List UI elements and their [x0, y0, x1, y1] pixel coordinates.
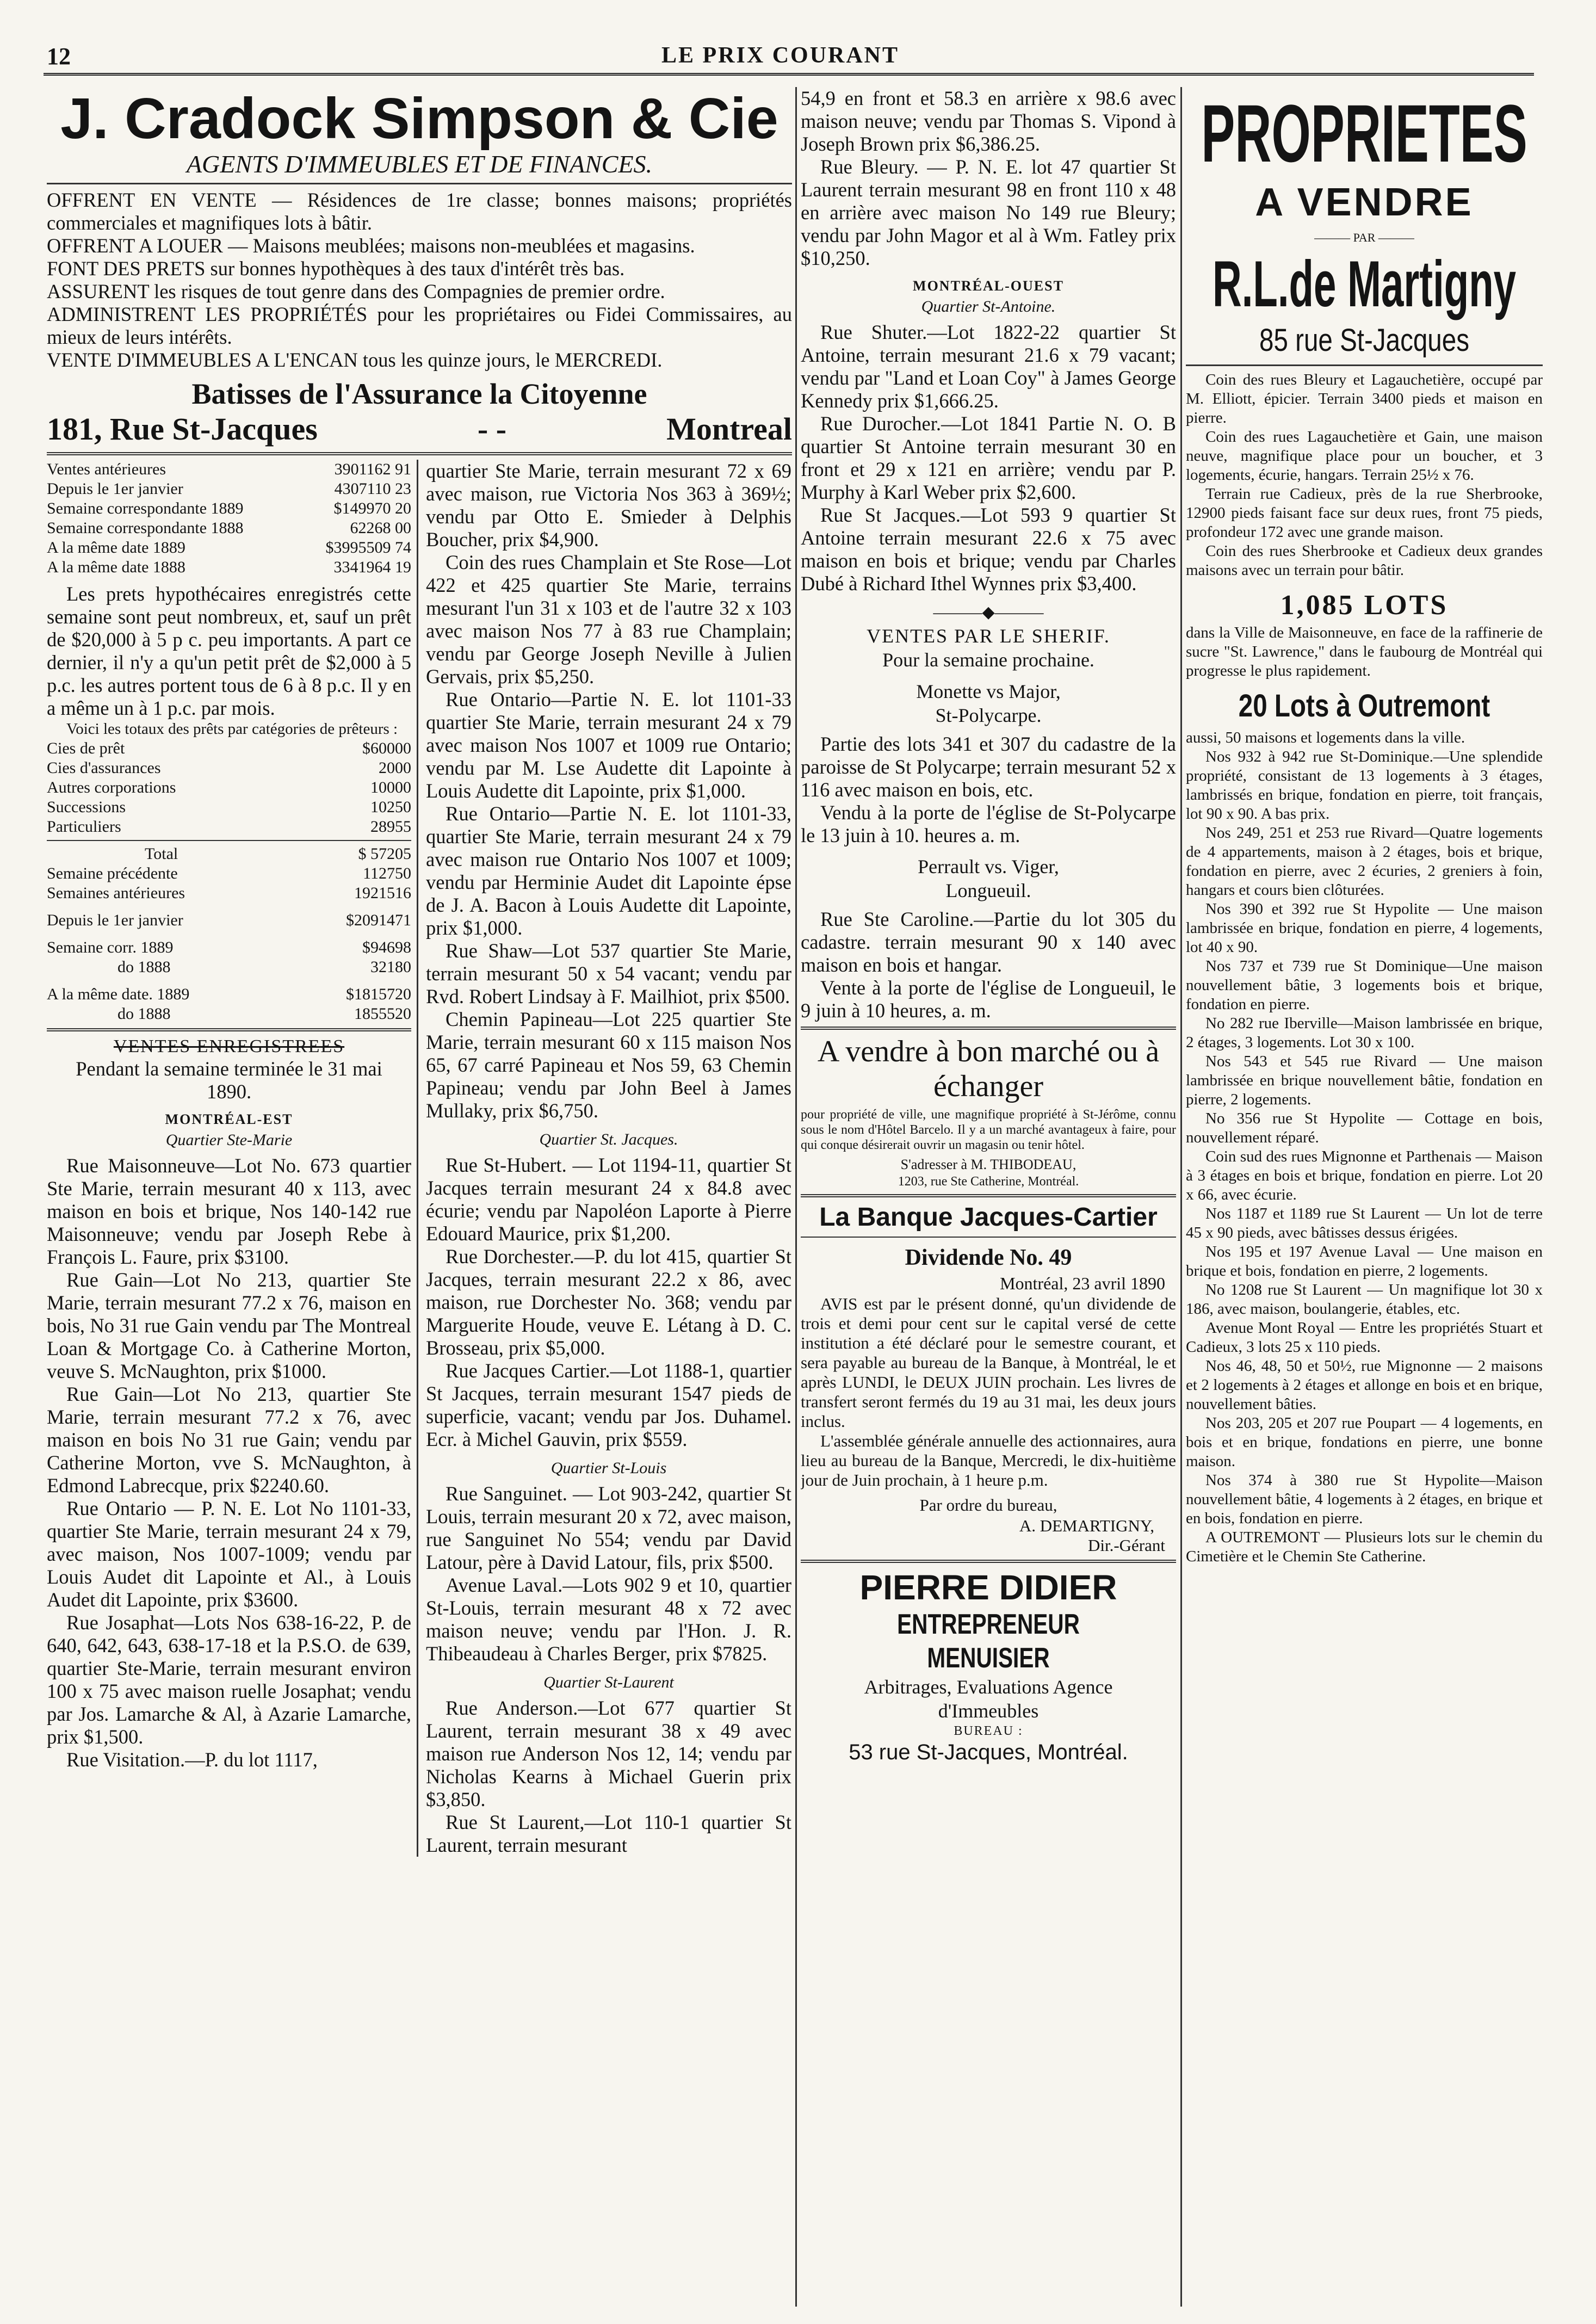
- ventes-title: VENTES ENREGISTREES: [113, 1036, 345, 1056]
- table-row: [47, 844, 411, 864]
- stat-value: $149970 20: [333, 499, 411, 517]
- total-label: do 1888: [117, 958, 171, 976]
- stat-label: Depuis le 1er janvier: [47, 480, 183, 498]
- lender-label: Particuliers: [47, 818, 121, 836]
- dividend-date: Montréal, 23 avril 1890: [1000, 1274, 1165, 1293]
- case-place: St-Polycarpe.: [935, 704, 1042, 726]
- property-item: Nos 249, 251 et 253 rue Rivard—Quatre logements de 4 appartements, maison à 2 étages, bois et brique, fondation en pierre, avec 2 écuries, 2 greniers à foin, hangars et cours bien clôturées.: [1186, 824, 1543, 899]
- column-middle: [801, 87, 1176, 2307]
- stat-value: 3341964 19: [333, 558, 411, 576]
- didier-services: Arbitrages, Evaluations Agence d'Immeubles: [864, 1676, 1113, 1722]
- ward-heading: Quartier Ste-Marie: [165, 1131, 293, 1149]
- case-title: Perrault vs. Viger,: [918, 856, 1059, 877]
- stat-label: Semaine correspondante 1888: [47, 519, 244, 537]
- sale-entry: Rue Bleury. — P. N. E. lot 47 quartier St Laurent terrain mesurant 98 en front 110 x 48 en arrière avec maison No 149 rue Bleury; vendu par John Magor et al à Wm. Fatley prix $10,250.: [801, 156, 1176, 269]
- table-row: [47, 957, 411, 977]
- district-heading: MONTRÉAL-EST: [165, 1111, 293, 1127]
- divider: [801, 1560, 1176, 1563]
- par-label: PAR: [1353, 231, 1376, 244]
- sale-entry: Rue Durocher.—Lot 1841 Partie N. O. B quartier St Antoine terrain mesurant 30 en front et 29 x 121 en arrière; vendu par P. Murphy à Karl Weber prix $2,600.: [801, 412, 1176, 503]
- property-item: Terrain rue Cadieux, près de la rue Sherbrooke, 12900 pieds faisant face sur deux rues, front 75 pieds, profondeur 172 avec une grande maison.: [1186, 485, 1543, 541]
- ventes-period: Pendant la semaine terminée le 31 mai 1890.: [76, 1058, 382, 1103]
- total-value: $ 57205: [358, 845, 411, 863]
- ad-par: ——— PAR ———: [1314, 231, 1414, 244]
- didier-bureau: BUREAU :: [954, 1724, 1023, 1738]
- address-separator: - -: [477, 411, 507, 447]
- ward-heading: Quartier St-Laurent: [543, 1673, 674, 1691]
- table-row: [47, 758, 411, 778]
- sheriff-title: VENTES PAR LE SHERIF.: [867, 625, 1110, 647]
- stat-value: 3901162 91: [334, 460, 411, 478]
- total-label: Semaines antérieures: [47, 884, 185, 902]
- case-text: Rue Ste Caroline.—Partie du lot 305 du cadastre. terrain mesurant 90 x 140 avec maison en bois et hangar.: [801, 908, 1176, 976]
- ad-agent-name: R.L.de Martigny: [1212, 248, 1517, 320]
- lender-label: Cies de prêt: [47, 739, 125, 757]
- sale-entry: Rue Dorchester.—P. du lot 415, quartier St Jacques, terrain mesurant 22.2 x 86, avec maison, rue Dorchester No. 368; vendu par Marguerite Houde, veuve E. Létang à D. C. Brosseau, prix $5,000.: [426, 1245, 791, 1359]
- sale-entry: Rue Visitation.—P. du lot 1117,: [66, 1748, 318, 1771]
- service-line: OFFRENT EN VENTE — Résidences de 1re classe; bonnes maisons; propriétés commerciales et magnifiques lots à bâtir.: [47, 189, 792, 234]
- property-item: Coin des rues Sherbrooke et Cadieux deux grandes maisons avec un terrain pour bâtir.: [1186, 542, 1543, 579]
- property-item: Nos 46, 48, 50 et 50½, rue Mignonne — 2 maisons et 2 logements à 2 étages et allonge en bois et en brique, nouvellement bâties.: [1186, 1357, 1543, 1413]
- lender-value: 10250: [370, 798, 411, 816]
- ward-heading: Quartier St-Antoine.: [921, 298, 1056, 316]
- property-item: Nos 1187 et 1189 rue St Laurent — Un lot de terre 45 x 90 pieds, avec bâtisses dessus érigées.: [1186, 1205, 1543, 1241]
- ad-title-avendre: A vendre à bon marché ou à échanger: [817, 1035, 1160, 1103]
- property-item: Nos 203, 205 et 207 rue Poupart — 4 logements, en bois et en brique, fondations en pierre, une bonne maison.: [1186, 1414, 1543, 1470]
- lender-value: $60000: [362, 739, 411, 757]
- column-right-ad: [1186, 87, 1543, 2307]
- lender-value: 10000: [370, 778, 411, 796]
- table-row: [47, 538, 411, 558]
- stat-label: A la même date 1888: [47, 558, 185, 576]
- property-item: Nos 737 et 739 rue St Dominique—Une maison nouvellement bâtie, 3 logements bois et brique, fondation en pierre.: [1186, 957, 1543, 1013]
- case-sale-info: Vendu à la porte de l'église de St-Polycarpe le 13 juin à 10. heures a. m.: [801, 801, 1176, 846]
- sales-continued-column: [426, 460, 791, 1857]
- lots-text: dans la Ville de Maisonneuve, en face de la raffinerie de sucre "St. Lawrence," dans le faubourg de Montréal qui progresse le plus rapidement.: [1186, 624, 1543, 679]
- property-item: No 282 rue Iberville—Maison lambrissée en brique, 2 étages, 3 logements. Lot 30 x 100.: [1186, 1015, 1543, 1051]
- property-item: aussi, 50 maisons et logements dans la ville.: [1186, 729, 1465, 746]
- table-row: [47, 864, 411, 883]
- didier-trade: ENTREPRENEUR MENUISIER: [897, 1609, 1080, 1674]
- dividend-text: AVIS est par le présent donné, qu'un dividende de trois et demi pour cent sur le capital versé de cette institution a été déclaré pour le semestre courant, et sera payable au bureau de la Banque, à Montréal, le et après LUNDI, le DEUX JUIN prochain. Les livres de transfert seront fermés du 19 au 31 mai, les deux jours inclus.: [801, 1294, 1176, 1431]
- divider: [1186, 364, 1543, 366]
- total-value: $2091471: [346, 911, 411, 929]
- total-label: Total: [145, 845, 178, 863]
- didier-name: PIERRE DIDIER: [859, 1568, 1117, 1607]
- table-row: [47, 817, 411, 837]
- property-item: Nos 374 à 380 rue St Hypolite—Maison nouvellement bâtie, 4 logements à 2 étages, en brique et en bois, fondation en pierre.: [1186, 1472, 1543, 1527]
- case-title: Monette vs Major,: [916, 681, 1061, 702]
- lenders-table: [47, 739, 411, 837]
- service-line: ADMINISTRENT LES PROPRIÉTÉS pour les propriétaires ou Fidei Commissaires, au mieux de leurs intérêts.: [47, 303, 792, 348]
- table-row: [47, 558, 411, 577]
- service-line: VENTE D'IMMEUBLES A L'ENCAN tous les quinze jours, le MERCREDI.: [47, 349, 663, 371]
- loans-paragraph: Les prets hypothécaires enregistrés cette semaine sont peut nombreux, et, sauf un prêt de $20,000 à 5 p c. peu importants. A part ce dernier, il n'y a qu'un petit prêt de $2,000 à 5 p.c. les autres portent tous de 6 à 8 p.c. Il y en a même un à 1 p.c. par mois.: [47, 583, 411, 719]
- table-row: [47, 739, 411, 758]
- property-item: No 356 rue St Hypolite — Cottage en bois, nouvellement réparé.: [1186, 1110, 1543, 1146]
- lender-label: Cies d'assurances: [47, 759, 161, 777]
- sale-entry: Rue St-Hubert. — Lot 1194-11, quartier St Jacques terrain mesurant 24 x 84.8 avec écurie; vendu par Napoléon Laporte à Pierre Edouard Maurice, prix $1,200.: [426, 1154, 791, 1245]
- ward-heading: Quartier St. Jacques.: [539, 1130, 678, 1148]
- loans-intro: Voici les totaux des prêts par catégories de prêteurs :: [66, 720, 398, 738]
- sale-entry: Rue Jacques Cartier.—Lot 1188-1, quartier St Jacques, terrain mesurant 1547 pieds de superficie, vacant; vendu par Jos. Duhamel. Ecr. à Michel Gauvin, prix $559.: [426, 1359, 791, 1450]
- total-label: Semaine précédente: [47, 864, 178, 882]
- lender-label: Successions: [47, 798, 126, 816]
- firm-name: J. Cradock Simpson & Cie: [60, 87, 778, 151]
- sale-entry: Rue Sanguinet. — Lot 903-242, quartier St Louis, terrain mesurant 20 x 72, avec maison, rue Sanguinet No 554; vendu par David Latour, père à David Latour, fils, prix $500.: [426, 1482, 791, 1573]
- sale-entry: Rue Anderson.—Lot 677 quartier St Laurent, terrain mesurant 38 x 49 avec maison rue Anderson Nos 12, 14; vendu par Nicholas Kearns à Michael Guerin prix $3,850.: [426, 1697, 791, 1810]
- ad-agent-address: 85 rue St-Jacques: [1259, 323, 1469, 358]
- masthead-title: LE PRIX COURANT: [661, 43, 900, 68]
- totals-table: [47, 844, 411, 1024]
- firm-address: [47, 411, 792, 448]
- divider: [801, 1194, 1176, 1197]
- table-row: [47, 903, 411, 930]
- total-value: 32180: [370, 958, 411, 976]
- ad-second-title: A VENDRE: [1255, 181, 1474, 224]
- outremont-title: 20 Lots à Outremont: [1238, 688, 1490, 724]
- sale-entry: Rue Ontario—Partie N. E. lot 1101-33, quartier Ste Marie, terrain mesurant 24 x 79 avec maison rue Ontario Nos 1007 et 1009; vendu par Herminie Audet dit Lapointe épse de J. A. Bacon à Louis Audette dit Lapointe, prix $1,000.: [426, 802, 791, 939]
- address-city: Montreal: [666, 411, 792, 447]
- sale-entry: Rue Ontario—Partie N. E. lot 1101-33 quartier Ste Marie, terrain mesurant 24 x 79 avec maison Nos 1007 et 1009 rue Ontario; vendu par M. Lse Audette dit Lapointe à Louis Audette dit Lapointe, prix $1,000.: [426, 688, 791, 802]
- service-line: OFFRENT A LOUER — Maisons meublées; maisons non-meublées et magasins.: [47, 234, 695, 257]
- property-item: Nos 195 et 197 Avenue Laval — Une maison en brique et bois, fondation en pierre, 2 logements.: [1186, 1243, 1543, 1280]
- divider: [801, 1027, 1176, 1030]
- divider: [47, 183, 792, 184]
- property-item: Coin des rues Lagauchetière et Gain, une maison neuve, magnifique place pour un boucher, et 3 logements, écurie, hangars. Terrain 25½ x 76.: [1186, 428, 1543, 484]
- column-rule: [795, 87, 797, 2307]
- case-sale-info: Vente à la porte de l'église de Longueuil, le 9 juin à 10 heures, a. m.: [801, 976, 1176, 1022]
- property-item: Nos 390 et 392 rue St Hypolite — Une maison lambrissée en brique, fondation en pierre, 4 logements, lot 40 x 90.: [1186, 900, 1543, 956]
- total-value: $1815720: [346, 985, 411, 1003]
- sale-entry: Rue Gain—Lot No 213, quartier Ste Marie, terrain mesurant 77.2 x 76, maison en bois, No 31 rue Gain vendu par The Montreal Loan & Mortgage Co. à Catherine Morton, veuve S. McNaughton, prix $1000.: [47, 1269, 411, 1382]
- sale-entry: Rue Maisonneuve—Lot No. 673 quartier Ste Marie, terrain mesurant 40 x 113, avec maison en bois et brique, Nos 140-142 rue Maisonneuve; vendu par Joseph Rebe à François L. Faure, prix $3100.: [47, 1154, 411, 1268]
- district-heading: MONTRÉAL-OUEST: [913, 278, 1064, 294]
- signature: A. DEMARTIGNY,: [1019, 1516, 1154, 1535]
- sale-entry: Rue St Jacques.—Lot 593 9 quartier St Antoine terrain mesurant 22.6 x 75 avec maison en bois et brique; vendu par Charles Dubé à Richard Ithel Wynnes prix $3,400.: [801, 504, 1176, 595]
- sales-stats-table: [47, 460, 411, 577]
- table-row: [47, 778, 411, 798]
- stat-label: Semaine correspondante 1889: [47, 499, 244, 517]
- stat-value: 62268 00: [350, 519, 411, 537]
- sale-entry: Rue Shaw—Lot 537 quartier Ste Marie, terrain mesurant 50 x 54 vacant; vendu par Rvd. Robert Lindsay à F. Mailhiot, prix $500.: [426, 940, 791, 1008]
- table-row: [47, 930, 411, 957]
- ad-address: 1203, rue Ste Catherine, Montréal.: [898, 1175, 1079, 1189]
- sale-entry: Rue Gain—Lot No 213, quartier Ste Marie, terrain mesurant 77.2 x 76, avec maison en bois No 31 rue Gain; vendu par Catherine Morton, vve S. McNaughton, à Edmond Labrecque, prix $2240.60.: [47, 1383, 411, 1497]
- ad-contact: S'adresser à M. THIBODEAU,: [900, 1157, 1077, 1172]
- property-item: Avenue Mont Royal — Entre les propriétés Stuart et Cadieux, 3 lots 25 x 110 pieds.: [1186, 1319, 1543, 1356]
- total-value: $94698: [362, 938, 411, 956]
- divider: [47, 1028, 411, 1031]
- table-row: [47, 518, 411, 538]
- stat-value: $3995509 74: [325, 539, 411, 557]
- bank-title: La Banque Jacques-Cartier: [819, 1203, 1158, 1232]
- total-label: Semaine corr. 1889: [47, 938, 174, 956]
- case-text: Partie des lots 341 et 307 du cadastre de la paroisse de St Polycarpe; terrain mesurant 52 x 116 avec maison en bois, etc.: [801, 733, 1176, 801]
- divider: [47, 840, 411, 841]
- lots-title: 1,085 LOTS: [1280, 590, 1449, 621]
- services-list: [47, 189, 792, 372]
- ad-text: pour propriété de ville, une magnifique propriété à St-Jérôme, connu sous le nom d'Hôtel Barcelo. Il y a un marché avantageux à faire, pour qui conque désirerait ouvrir un magasin ou tenir hôtel.: [801, 1108, 1176, 1152]
- lender-value: 2000: [379, 759, 411, 777]
- service-line: ASSURENT les risques de tout genre dans des Compagnies de premier ordre.: [47, 280, 665, 302]
- lender-label: Autres corporations: [47, 778, 176, 796]
- running-head: [47, 42, 1461, 73]
- property-item: Nos 543 et 545 rue Rivard — Une maison lambrissée en brique nouvellement bâtie, fondation en pierre, 2 logements.: [1186, 1053, 1543, 1108]
- total-label: A la même date. 1889: [47, 985, 190, 1003]
- column-left-wide: [47, 87, 792, 2307]
- didier-address: 53 rue St-Jacques, Montréal.: [849, 1740, 1128, 1764]
- header-rule: [44, 73, 1534, 76]
- property-item: No 1208 rue St Laurent — Un magnifique lot 30 x 186, avec maison, boulangerie, étables, etc.: [1186, 1281, 1543, 1318]
- signature-title: Dir.-Gérant: [1087, 1536, 1165, 1555]
- divider: [801, 1237, 1176, 1238]
- divider: [47, 452, 792, 455]
- ad-main-title: PROPRIETES: [1201, 88, 1527, 179]
- firm-subtitle: AGENTS D'IMMEUBLES ET DE FINANCES.: [186, 150, 653, 178]
- property-item: A OUTREMONT — Plusieurs lots sur le chemin du Cimetière et le Chemin Ste Catherine.: [1186, 1529, 1543, 1565]
- case-place: Longueuil.: [945, 880, 1031, 901]
- property-item: Coin des rues Bleury et Lagauchetière, occupé par M. Elliott, épicier. Terrain 3400 pieds et maison en pierre.: [1186, 371, 1543, 427]
- column-rule: [1180, 87, 1182, 2307]
- address-street: 181, Rue St-Jacques: [47, 411, 318, 447]
- total-label: do 1888: [117, 1005, 171, 1023]
- table-row: [47, 479, 411, 499]
- sale-entry: Chemin Papineau—Lot 225 quartier Ste Marie, terrain mesurant 60 x 115 maison Nos 65, 67 carré Papineau et Nos 59, 63 Chemin Papineau; vendu par John Beel à James Mullaky, prix $6,750.: [426, 1008, 791, 1122]
- total-value: 112750: [363, 864, 411, 882]
- table-row: [47, 499, 411, 518]
- sale-entry: quartier Ste Marie, terrain mesurant 72 x 69 avec maison, rue Victoria Nos 363 à 369½; vendu par Otto E. Smieder à Delphis Boucher, prix $4,900.: [426, 460, 791, 551]
- stats-and-sales: [47, 460, 792, 1857]
- total-label: Depuis le 1er janvier: [47, 911, 183, 929]
- ornament-divider: ———◆———: [933, 603, 1044, 621]
- total-value: 1855520: [354, 1005, 411, 1023]
- order-line: Par ordre du bureau,: [919, 1495, 1057, 1515]
- service-line: FONT DES PRETS sur bonnes hypothèques à des taux d'intérêt très bas.: [47, 257, 625, 280]
- assembly-text: L'assemblée générale annuelle des actionnaires, aura lieu au bureau de la Banque, Mercredi, le dix-huitième jour de Juin prochain, à 1 heure p.m.: [801, 1431, 1176, 1489]
- stat-label: A la même date 1889: [47, 539, 185, 557]
- property-item: Coin sud des rues Mignonne et Parthenais — Maison à 3 étages en bois et brique, fondation en pierre. Lot 20 x 66, avec écurie.: [1186, 1148, 1543, 1203]
- sheriff-subtitle: Pour la semaine prochaine.: [882, 649, 1094, 671]
- table-row: [47, 1004, 411, 1024]
- stat-value: 4307110 23: [334, 480, 411, 498]
- page-number: 12: [47, 43, 71, 70]
- ward-heading: Quartier St-Louis: [550, 1459, 667, 1477]
- sale-entry: 54,9 en front et 58.3 en arrière x 98.6 avec maison neuve; vendu par Thomas S. Vipond à Joseph Brown prix $6,386.25.: [801, 87, 1176, 155]
- property-item: Nos 932 à 942 rue St-Dominique.—Une splendide propriété, consistant de 13 logements à 3 étages, lambrissés en brique, fondation en pierre, toit français, lot 90 x 90. A bas prix.: [1186, 748, 1543, 823]
- sale-entry: Rue Ontario — P. N. E. Lot No 1101-33, quartier Ste Marie, terrain mesurant 24 x 79, avec maison, Nos 1007-1009; vendu par Louis Audet dit Lapointe et Al., à Louis Audet dit Lapointe, prix $3600.: [47, 1497, 411, 1611]
- sale-entry: Rue St Laurent,—Lot 110-1 quartier St Laurent, terrain mesurant: [426, 1811, 791, 1856]
- sale-entry: Rue Shuter.—Lot 1822-22 quartier St Antoine, terrain mesurant 21.6 x 79 vacant; vendu par "Land et Loan Coy" à James George Kennedy prix $1,666.25.: [801, 321, 1176, 412]
- statistics-column: [47, 460, 418, 1857]
- table-row: [47, 798, 411, 817]
- total-value: 1921516: [354, 884, 411, 902]
- stat-label: Ventes antérieures: [47, 460, 166, 478]
- table-row: [47, 883, 411, 903]
- table-row: [47, 977, 411, 1004]
- building-name: Batisses de l'Assurance la Citoyenne: [191, 378, 647, 410]
- sale-entry: Avenue Laval.—Lots 902 9 et 10, quartier St-Louis, terrain mesurant 48 x 72 avec maison neuve; vendu par l'Hon. J. R. Thibeaudeau à Charles Berger, prix $7825.: [426, 1574, 791, 1665]
- dividend-title: Dividende No. 49: [905, 1245, 1072, 1270]
- sale-entry: Rue Josaphat—Lots Nos 638-16-22, P. de 640, 642, 643, 638-17-18 et la P.S.O. de 639, quartier Ste-Marie, terrain mesurant environ 100 x 75 avec maison ruelle Josaphat; vendu par Jos. Lamarche & Al, à Azarie Lamarche, prix $1,500.: [47, 1611, 411, 1748]
- table-row: [47, 460, 411, 479]
- lender-value: 28955: [370, 818, 411, 836]
- sale-entry: Coin des rues Champlain et Ste Rose—Lot 422 et 425 quartier Ste Marie, terrains mesurant l'un 31 x 103 et de l'autre 32 x 103 avec maison Nos 77 à 83 rue Champlain; vendu par George Joseph Neville à Julien Gervais, prix $5,250.: [426, 551, 791, 688]
